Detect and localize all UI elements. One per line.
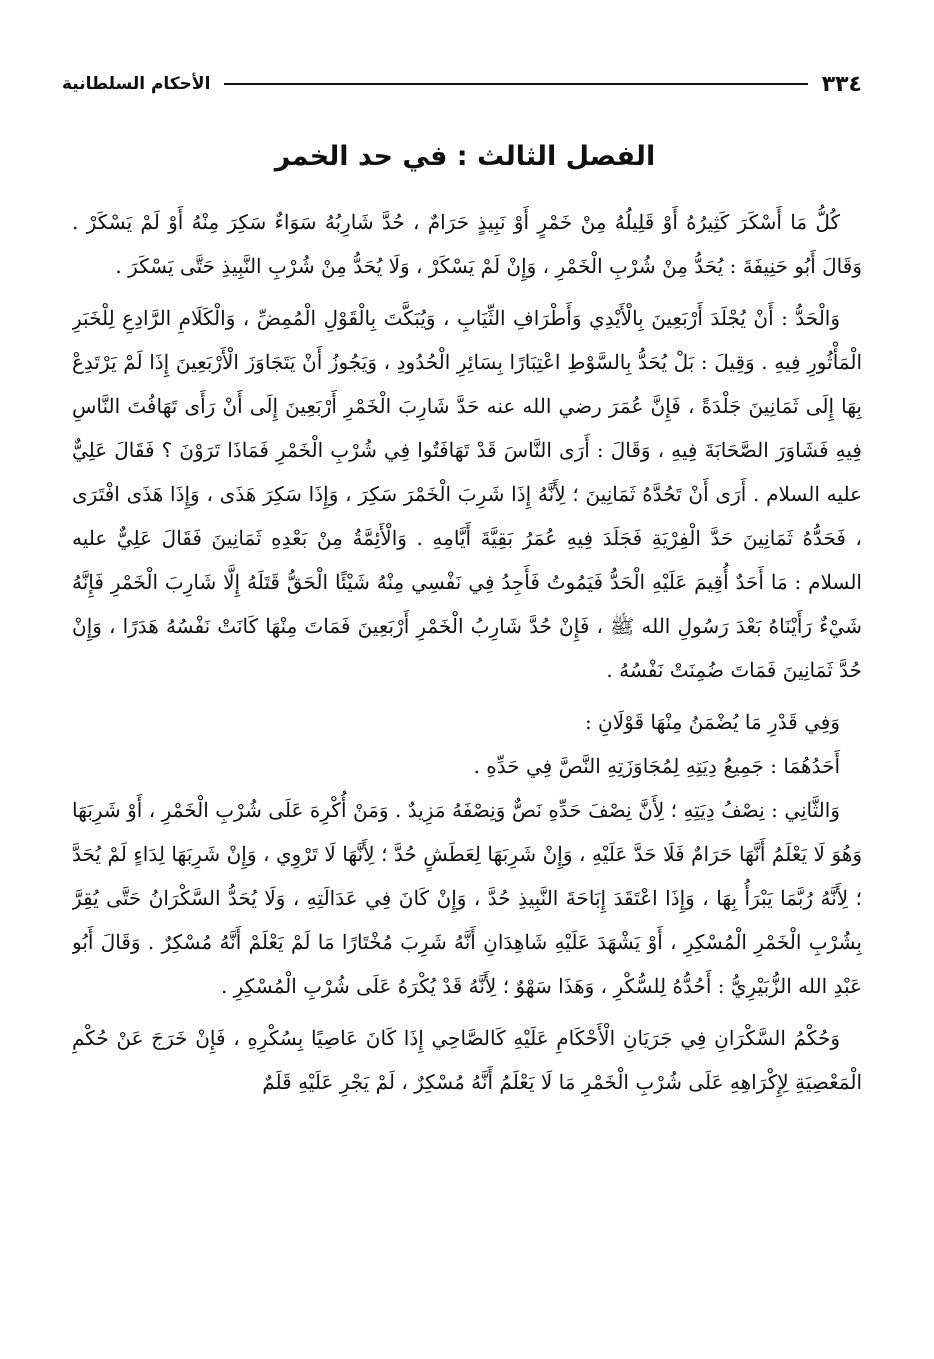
body-text xyxy=(72,200,862,1350)
paragraph-first-opinion: أَحَدُهُمَا : جَمِيعُ دِيَتِهِ لِمُجَاوَزَتِهِ النَّصَّ فِي حَدِّهِ . xyxy=(473,754,840,778)
page-number: ٣٣٤ xyxy=(821,71,862,97)
header-rule xyxy=(224,83,807,85)
paragraph-punishment: وَالْحَدُّ : أَنْ يُجْلَدَ أَرْبَعِينَ بِالْأَيْدِي وَأَطْرَافِ الثِّيَابِ ، وَيُبَكَّتَ بِالْقَوْلِ الْمُمِضِّ ، وَالْكَلَامِ الرَّادِعِ لِلْخَبَرِ الْمَأْثُورِ فِيهِ . وَقِيلَ : بَلْ يُحَدُّ بِالسَّوْطِ اعْتِبَارًا بِسَائِرِ الْحُدُودِ ، وَيَجُوزُ أَنْ يَتَجَاوَزَ الْأَرْبَعِينَ إِذَا لَمْ يَرْتَدِعْ بِهَا إِلَى ثَمَانِينَ جَلْدَةً ، فَإِنَّ عُمَرَ رضي الله عنه حَدَّ شَارِبَ الْخَمْرِ أَرْبَعِينَ إِلَى أَنْ رَأَى تَهَافُتَ النَّاسِ فِيهِ فَشَاوَرَ الصَّحَابَةَ فِيهِ ، وَقَالَ : أَرَى النَّاسَ قَدْ تَهَافَتُوا فِي شُرْبِ الْخَمْرِ فَمَاذَا تَرَوْنَ ؟ فَقَالَ عَلِيٌّ عليه السلام . أَرَى أَنْ تَحُدَّهُ ثَمَانِينَ ؛ لِأَنَّهُ إِذَا شَرِبَ الْخَمْرَ سَكِرَ ، وَإِذَا سَكِرَ هَذَى ، وَإِذَا هَذَى افْتَرَى ، فَحَدُّهُ ثَمَانِينَ حَدَّ الْفِرْيَةِ فَجَلَدَ فِيهِ عُمَرُ بَقِيَّةَ أَيَّامِهِ . وَالْأَئِمَّةُ مِنْ بَعْدِهِ ثَمَانِينَ فَقَالَ عَلِيٌّ عليه السلام : مَا أَحَدٌ أُقِيمَ عَلَيْهِ الْحَدُّ فَيَمُوتُ فَأَجِدُ فِي نَفْسِي مِنْهُ شَيْئًا الْحَقُّ قَتَلَهُ إِلَّا شَارِبَ الْخَمْرِ فَإِنَّهُ شَيْءٌ رَأَيْنَاهُ بَعْدَ رَسُولِ الله ﷺ ، فَإِنْ حُدَّ شَارِبُ الْخَمْرِ أَرْبَعِينَ فَمَاتَ مِنْهَا كَانَتْ نَفْسُهُ هَدَرًا ، وَإِنْ حُدَّ ثَمَانِينَ فَمَاتَ ضُمِنَتْ نَفْسُهُ . xyxy=(72,306,862,682)
paragraph-ruling-drunkard: وَحُكْمُ السَّكْرَانِ فِي جَرَيَانِ الْأَحْكَامِ عَلَيْهِ كَالصَّاحِي إِذَا كَانَ عَاصِيًا بِسُكْرِهِ ، فَإِنْ خَرَجَ عَنْ حُكْمِ الْمَعْصِيَةِ لِإِكْرَاهِهِ عَلَى شُرْبِ الْخَمْرِ مَا لَا يَعْلَمُ أَنَّهُ مُسْكِرٌ ، لَمْ يَجْرِ عَلَيْهِ قَلَمٌ xyxy=(72,1026,862,1094)
chapter-title: الفصل الثالث : في حد الخمر xyxy=(274,141,656,172)
book-title: الأحكام السلطانية xyxy=(62,74,211,94)
paragraph-compensation-intro: وَفِي قَدْرِ مَا يُضْمَنُ مِنْهَا قَوْلَانِ : xyxy=(584,710,840,734)
running-header xyxy=(62,66,862,102)
paragraph-definition: كُلُّ مَا أَسْكَرَ كَثِيرُهُ أَوْ قَلِيلُهُ مِنْ خَمْرٍ أَوْ نَبِيذٍ حَرَامٌ ، حُدَّ شَارِبُهُ سَوَاءٌ سَكِرَ مِنْهُ أَوْ لَمْ يَسْكَرْ . وَقَالَ أَبُو حَنِيفَةَ : يُحَدُّ مِنْ شُرْبِ الْخَمْرِ ، وَإِنْ لَمْ يَسْكَرْ ، وَلَا يُحَدُّ مِنْ شُرْبِ النَّبِيذِ حَتَّى يَسْكَرَ . xyxy=(72,210,862,278)
paragraph-second-opinion: وَالثَّانِي : نِصْفُ دِيَتِهِ ؛ لِأَنَّ نِصْفَ حَدِّهِ نَصٌّ وَنِصْفَهُ مَزِيدٌ . وَمَنْ أُكْرِهَ عَلَى شُرْبِ الْخَمْرِ ، أَوْ شَرِبَهَا وَهُوَ لَا يَعْلَمُ أَنَّهَا حَرَامٌ فَلَا حَدَّ عَلَيْهِ ، وَإِنْ شَرِبَهَا لِعَطَشٍ حُدَّ ؛ لِأَنَّهَا لَا تَرْوِي ، وَإِنْ شَرِبَهَا لِدَاءٍ لَمْ يُحَدَّ ؛ لِأَنَّهُ رُبَّمَا يَبْرَأُ بِهَا ، وَإِذَا اعْتَقَدَ إِبَاحَةَ النَّبِيذِ حُدَّ ، وَإِنْ كَانَ فِي عَدَالَتِهِ ، وَلَا يُحَدُّ السَّكْرَانُ حَتَّى يُقِرَّ بِشُرْبِ الْخَمْرِ الْمُسْكِرِ ، أَوْ يَشْهَدَ عَلَيْهِ شَاهِدَانِ أَنَّهُ شَرِبَ مُخْتَارًا مَا لَمْ يَعْلَمْ أَنَّهُ مُسْكِرٌ . وَقَالَ أَبُو عَبْدِ الله الزُّبَيْرِيُّ : أَحُدُّهُ لِلسُّكْرِ ، وَهَذَا سَهْوٌ ؛ لِأَنَّهُ قَدْ يُكْرَهُ عَلَى شُرْبِ الْمُسْكِرِ . xyxy=(72,798,862,998)
